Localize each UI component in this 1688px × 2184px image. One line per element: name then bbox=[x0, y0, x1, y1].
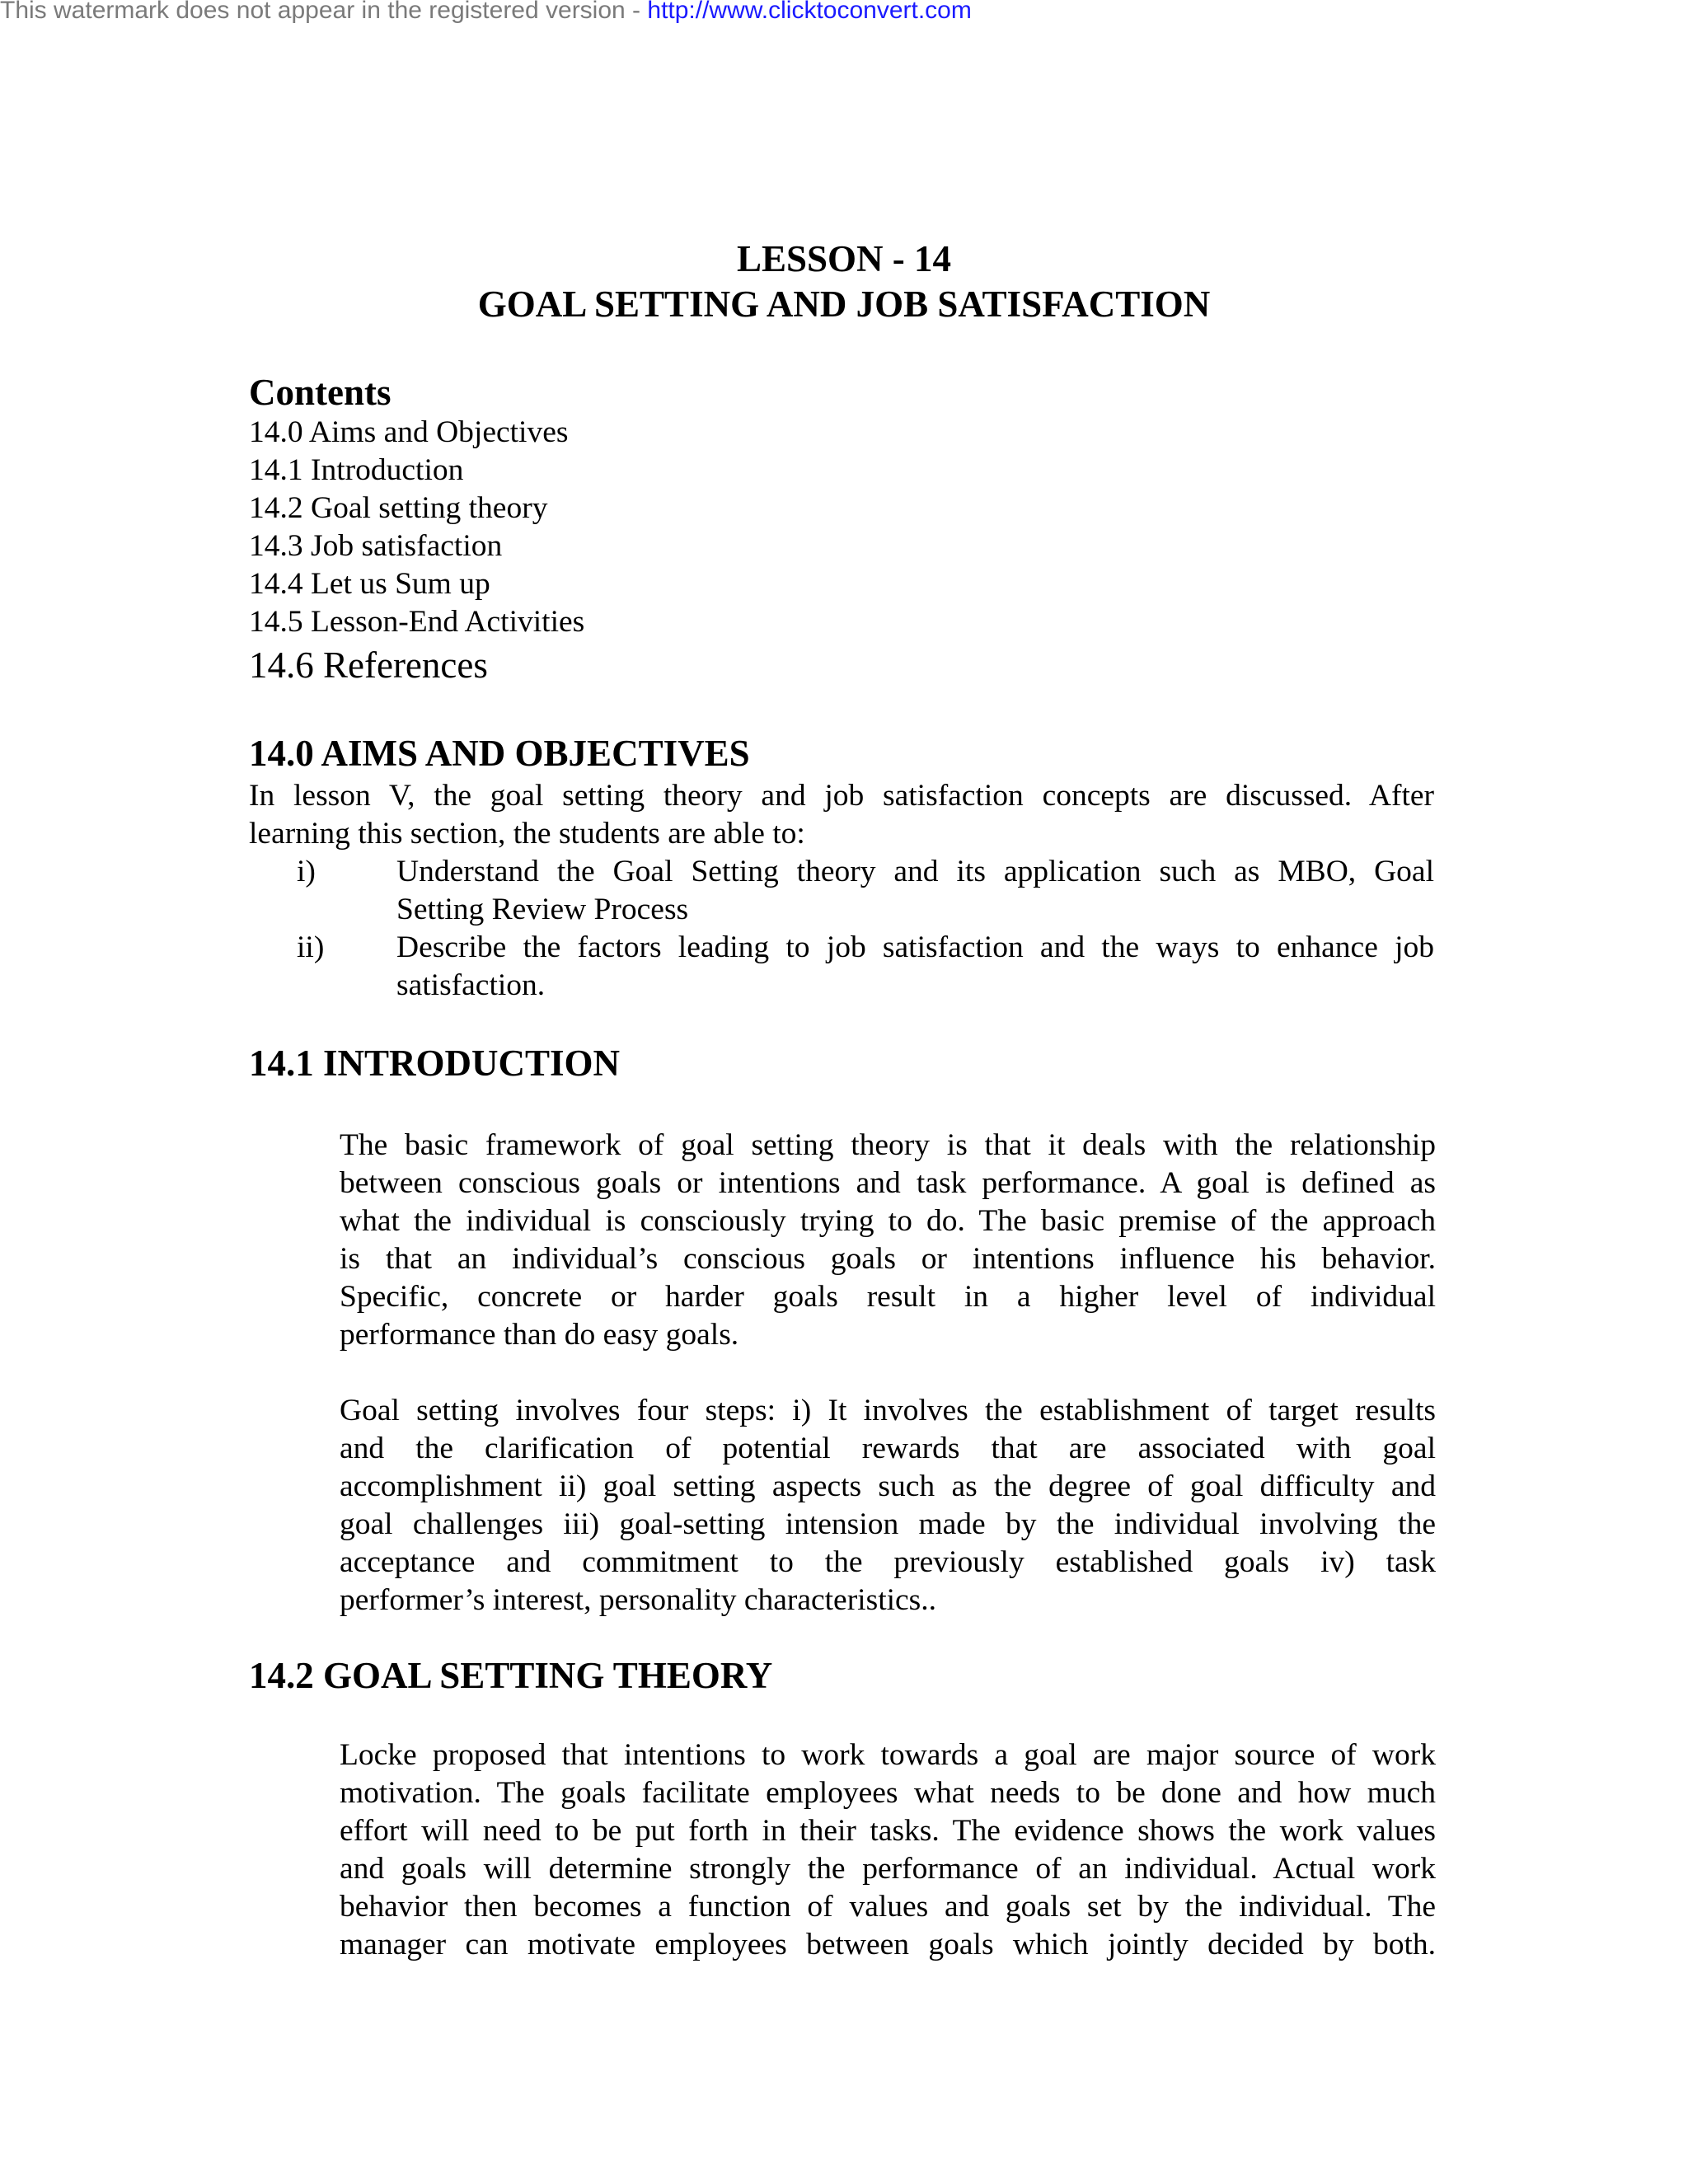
lesson-number: LESSON - 14 bbox=[736, 238, 952, 279]
contents-item: 14.5 Lesson-End Activities bbox=[249, 605, 585, 639]
watermark bbox=[0, 0, 972, 25]
goal-theory-paragraph-line: manager can motivate employees between goals which jointly decided by both. bbox=[340, 1928, 1436, 1961]
contents-item: 14.2 Goal setting theory bbox=[249, 491, 548, 525]
list-marker: ii) bbox=[297, 930, 325, 964]
goal-theory-heading: 14.2 GOAL SETTING THEORY bbox=[249, 1655, 773, 1696]
introduction-heading: 14.1 INTRODUCTION bbox=[249, 1043, 621, 1084]
contents-heading: Contents bbox=[249, 372, 392, 413]
intro-paragraph-line: acceptance and commitment to the previously established goals iv) task bbox=[340, 1545, 1436, 1579]
contents-item: 14.1 Introduction bbox=[249, 453, 464, 487]
lesson-title: GOAL SETTING AND JOB SATISFACTION bbox=[477, 284, 1211, 325]
intro-paragraph-line: Specific, concrete or harder goals result in a higher level of individual bbox=[340, 1280, 1436, 1314]
aims-heading: 14.0 AIMS AND OBJECTIVES bbox=[249, 733, 750, 774]
aims-item-line: satisfaction. bbox=[396, 968, 546, 1002]
contents-item: 14.4 Let us Sum up bbox=[249, 567, 490, 601]
aims-intro-line: learning this section, the students are able to: bbox=[249, 817, 805, 851]
contents-item: 14.0 Aims and Objectives bbox=[249, 415, 569, 449]
intro-paragraph-line: is that an individual’s conscious goals or intentions influence his behavior. bbox=[340, 1242, 1436, 1276]
intro-paragraph-line: The basic framework of goal setting theory is that it deals with the relationship bbox=[340, 1128, 1436, 1162]
intro-paragraph-line: accomplishment ii) goal setting aspects such as the degree of goal difficulty and bbox=[340, 1469, 1436, 1503]
goal-theory-paragraph-line: effort will need to be put forth in their tasks. The evidence shows the work values bbox=[340, 1814, 1436, 1848]
intro-paragraph-line: and the clarification of potential rewards that are associated with goal bbox=[340, 1432, 1436, 1465]
aims-item-line: Setting Review Process bbox=[396, 893, 689, 926]
contents-item: 14.3 Job satisfaction bbox=[249, 529, 503, 563]
watermark-link[interactable]: http://www.clicktoconvert.com bbox=[647, 0, 972, 24]
aims-intro-line: In lesson V, the goal setting theory and job satisfaction concepts are discussed. After bbox=[249, 779, 1434, 813]
list-marker: i) bbox=[297, 855, 316, 888]
intro-paragraph-line: performance than do easy goals. bbox=[340, 1318, 739, 1352]
intro-paragraph-line: performer’s interest, personality characteristics.. bbox=[340, 1583, 937, 1617]
intro-paragraph-line: goal challenges iii) goal-setting intension made by the individual involving the bbox=[340, 1507, 1436, 1541]
aims-item-line: Understand the Goal Setting theory and its application such as MBO, Goal bbox=[396, 855, 1434, 888]
intro-paragraph-line: between conscious goals or intentions and task performance. A goal is defined as bbox=[340, 1166, 1436, 1200]
goal-theory-paragraph-line: behavior then becomes a function of values and goals set by the individual. The bbox=[340, 1890, 1436, 1924]
goal-theory-paragraph-line: motivation. The goals facilitate employees what needs to be done and how much bbox=[340, 1776, 1436, 1810]
goal-theory-paragraph-line: Locke proposed that intentions to work towards a goal are major source of work bbox=[340, 1738, 1436, 1772]
contents-item: 14.6 References bbox=[249, 644, 488, 686]
intro-paragraph-line: what the individual is consciously trying to do. The basic premise of the approach bbox=[340, 1204, 1436, 1238]
watermark-text: This watermark does not appear in the registered version - bbox=[0, 0, 648, 24]
goal-theory-paragraph-line: and goals will determine strongly the performance of an individual. Actual work bbox=[340, 1852, 1436, 1886]
intro-paragraph-line: Goal setting involves four steps: i) It involves the establishment of target results bbox=[340, 1394, 1436, 1427]
aims-item-line: Describe the factors leading to job satisfaction and the ways to enhance job bbox=[396, 930, 1434, 964]
